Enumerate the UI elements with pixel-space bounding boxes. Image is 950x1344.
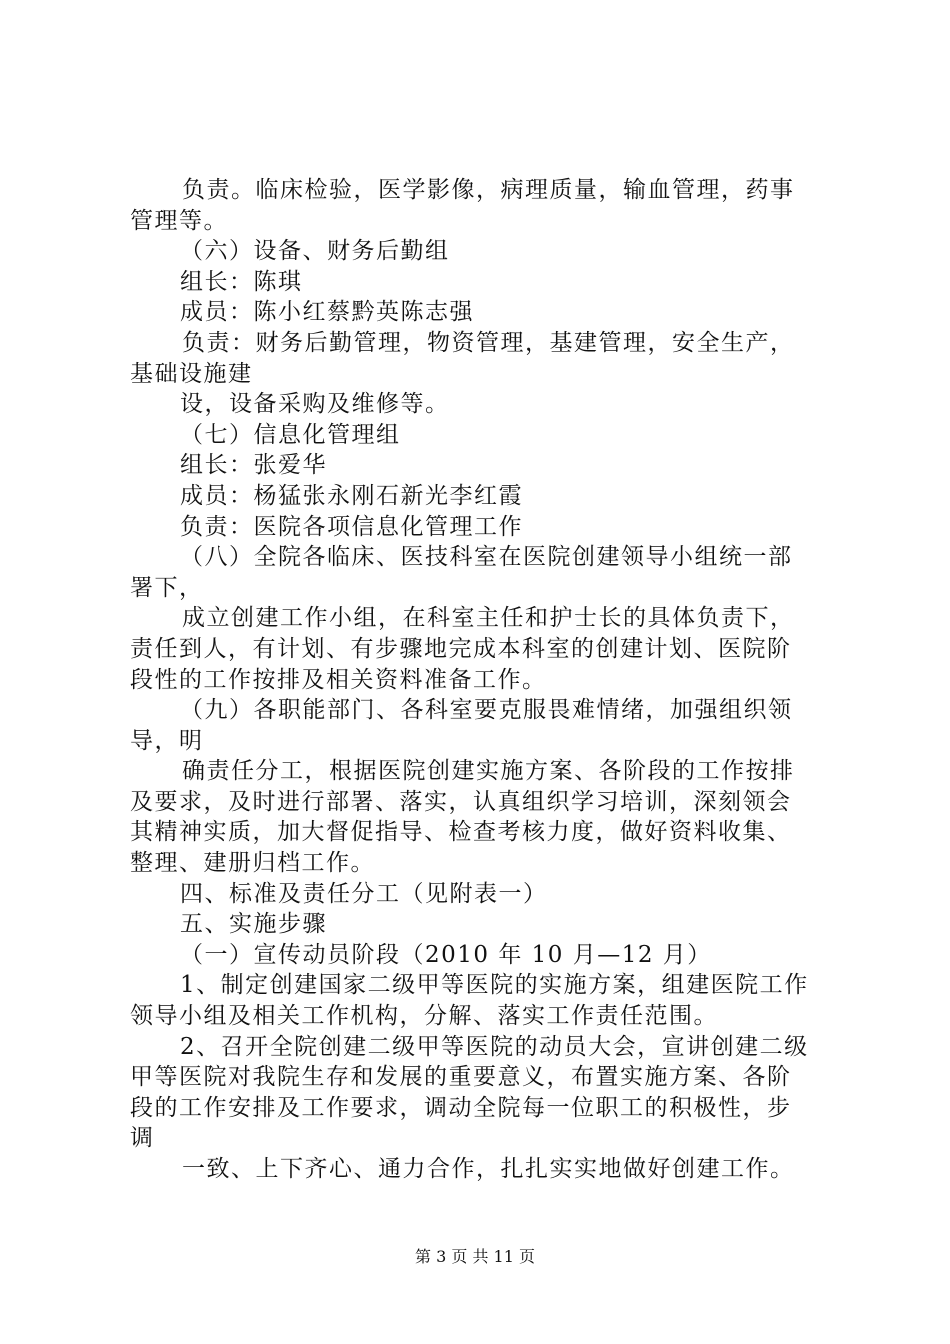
text-line: 导，明 (130, 727, 204, 754)
text-line: 负责：财务后勤管理，物资管理，基建管理，安全生产， (182, 329, 795, 356)
text-line: 1、制定创建国家二级甲等医院的实施方案，组建医院工作 (180, 972, 809, 999)
text-line: 基础设施建 (130, 360, 253, 387)
section-heading-7: （七）信息化管理组 (180, 421, 401, 448)
text-line: 整理、建册归档工作。 (130, 850, 375, 877)
text-line: 责任到人，有计划、有步骤地完成本科室的创建计划、医院阶 (130, 635, 792, 662)
text-line: 管理等。 (130, 207, 228, 234)
section-heading-8: （八）全院各临床、医技科室在医院创建领导小组统一部 (180, 544, 793, 571)
text-line: 署下， (130, 574, 204, 601)
section-heading-9: （九）各职能部门、各科室要克服畏难情绪，加强组织领 (180, 697, 793, 724)
text-line: 及要求，及时进行部署、落实，认真组织学习培训，深刻领会 (130, 788, 792, 815)
section-heading-five: 五、实施步骤 (180, 911, 327, 938)
text-line: 组长：陈琪 (180, 268, 303, 295)
text-line: 组长：张爱华 (180, 452, 327, 479)
text-line: 2、召开全院创建二级甲等医院的动员大会，宣讲创建二级 (180, 1033, 809, 1060)
page-number-footer: 第 3 页 共 11 页 (415, 1247, 535, 1266)
body-text (130, 175, 840, 1185)
section-heading-four: 四、标准及责任分工（见附表一） (180, 880, 548, 907)
section-heading-6: （六）设备、财务后勤组 (180, 238, 450, 265)
subsection-heading-1: （一）宣传动员阶段（2010 年 10 月—12 月） (180, 941, 712, 968)
text-line: 成立创建工作小组，在科室主任和护士长的具体负责下， (182, 605, 795, 632)
text-line: 段的工作安排及工作要求，调动全院每一位职工的积极性，步 (130, 1094, 792, 1121)
text-line: 负责：医院各项信息化管理工作 (180, 513, 523, 540)
text-line: 确责任分工，根据医院创建实施方案、各阶段的工作按排 (182, 758, 795, 785)
text-line: 其精神实质，加大督促指导、检查考核力度，做好资料收集、 (130, 819, 792, 846)
text-line: 一致、上下齐心、通力合作，扎扎实实地做好创建工作。 (182, 1156, 795, 1182)
text-line: 段性的工作按排及相关资料准备工作。 (130, 666, 547, 693)
text-line: 甲等医院对我院生存和发展的重要意义，布置实施方案、各阶 (130, 1064, 792, 1091)
text-line: 调 (130, 1125, 155, 1152)
text-line: 设，设备采购及维修等。 (180, 391, 450, 418)
text-line: 负责。临床检验，医学影像，病理质量，输血管理，药事 (182, 177, 795, 203)
text-line: 成员：陈小红蔡黔英陈志强 (180, 299, 474, 326)
text-line: 领导小组及相关工作机构，分解、落实工作责任范围。 (130, 1003, 718, 1030)
text-line: 成员：杨猛张永刚石新光李红霞 (180, 482, 523, 509)
